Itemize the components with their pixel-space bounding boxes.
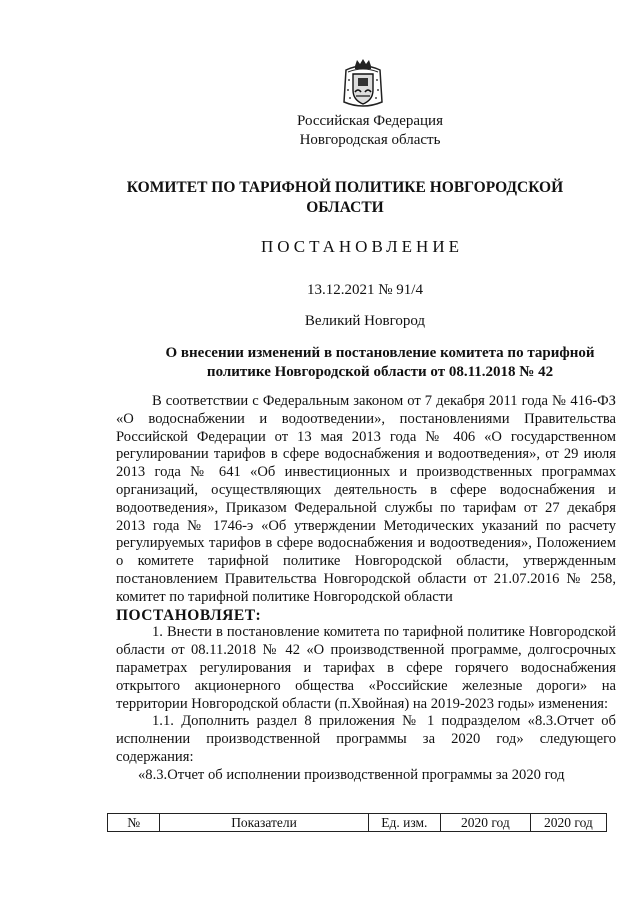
region-name: Новгородская область <box>299 132 441 148</box>
item-1-1-paragraph: 1.1. Дополнить раздел 8 приложения № 1 подразделом «8.3.Отчет об исполнении производственной программы за 2020 год» следующего содержания: <box>116 713 616 765</box>
document-subject: О внесении изменений в постановление комитета по тарифной политике Новгородской области от 08.11.2018 № 42 <box>165 345 595 380</box>
column-header-indicators: Показатели <box>160 814 368 832</box>
country-name: Российская Федерация <box>297 113 443 129</box>
item-1-paragraph: 1. Внести в постановление комитета по тарифной политике Новгородской области от 08.11.2018 № 42 «О производственной программе, долгосрочных параметрах регулирования и тарифах в сфере горячего водоснабжения открытого акционерного общества «Российские железные дороги» на территории Новгородской области (п.Хвойная) на 2019-2023 годы» изменения: <box>116 624 616 712</box>
document-type: ПОСТАНОВЛЕНИЕ <box>260 237 463 256</box>
column-header-year-fact: 2020 год <box>530 814 606 832</box>
coat-of-arms-icon <box>340 58 386 110</box>
column-header-unit: Ед. изм. <box>368 814 440 832</box>
document-body <box>116 393 616 785</box>
document-city: Великий Новгород <box>304 313 426 329</box>
column-header-number: № <box>108 814 160 832</box>
decree-word: ПОСТАНОВЛЯЕТ: <box>116 606 262 624</box>
table-header-row <box>108 814 607 832</box>
column-header-year-plan: 2020 год <box>440 814 530 832</box>
committee-title: КОМИТЕТ ПО ТАРИФНОЙ ПОЛИТИКЕ НОВГОРОДСКОЙ ОБЛАСТИ <box>126 179 564 216</box>
document-date-number: 13.12.2021 № 91/4 <box>307 282 423 298</box>
report-subsection-title: «8.3.Отчет об исполнении производственной программы за 2020 год <box>138 766 565 783</box>
report-table <box>107 813 607 832</box>
preamble-paragraph: В соответствии с Федеральным законом от 7 декабря 2011 года № 416-ФЗ «О водоснабжении и водоотведении», постановлениями Правительства Российской Федерации от 13 мая 2013 года № 406 «О государственном регулировании тарифов в сфере водоснабжения и водоотведения», от 29 июля 2013 года № 641 «Об инвестиционных и производственных программах организаций, осуществляющих деятельность в сфере водоснабжения и водоотведения», Приказом Федеральной службы по тарифам от 27 декабря 2013 года № 1746-э «Об утверждении Методических указаний по расчету регулируемых тарифов в сфере водоснабжения и водоотведения», Положением о комитете тарифной политике Новгородской области, утвержденным постановлением Правительства Новгородской области от 21.07.2016 № 258, комитет по тарифной политике Новгородской области <box>116 393 616 605</box>
